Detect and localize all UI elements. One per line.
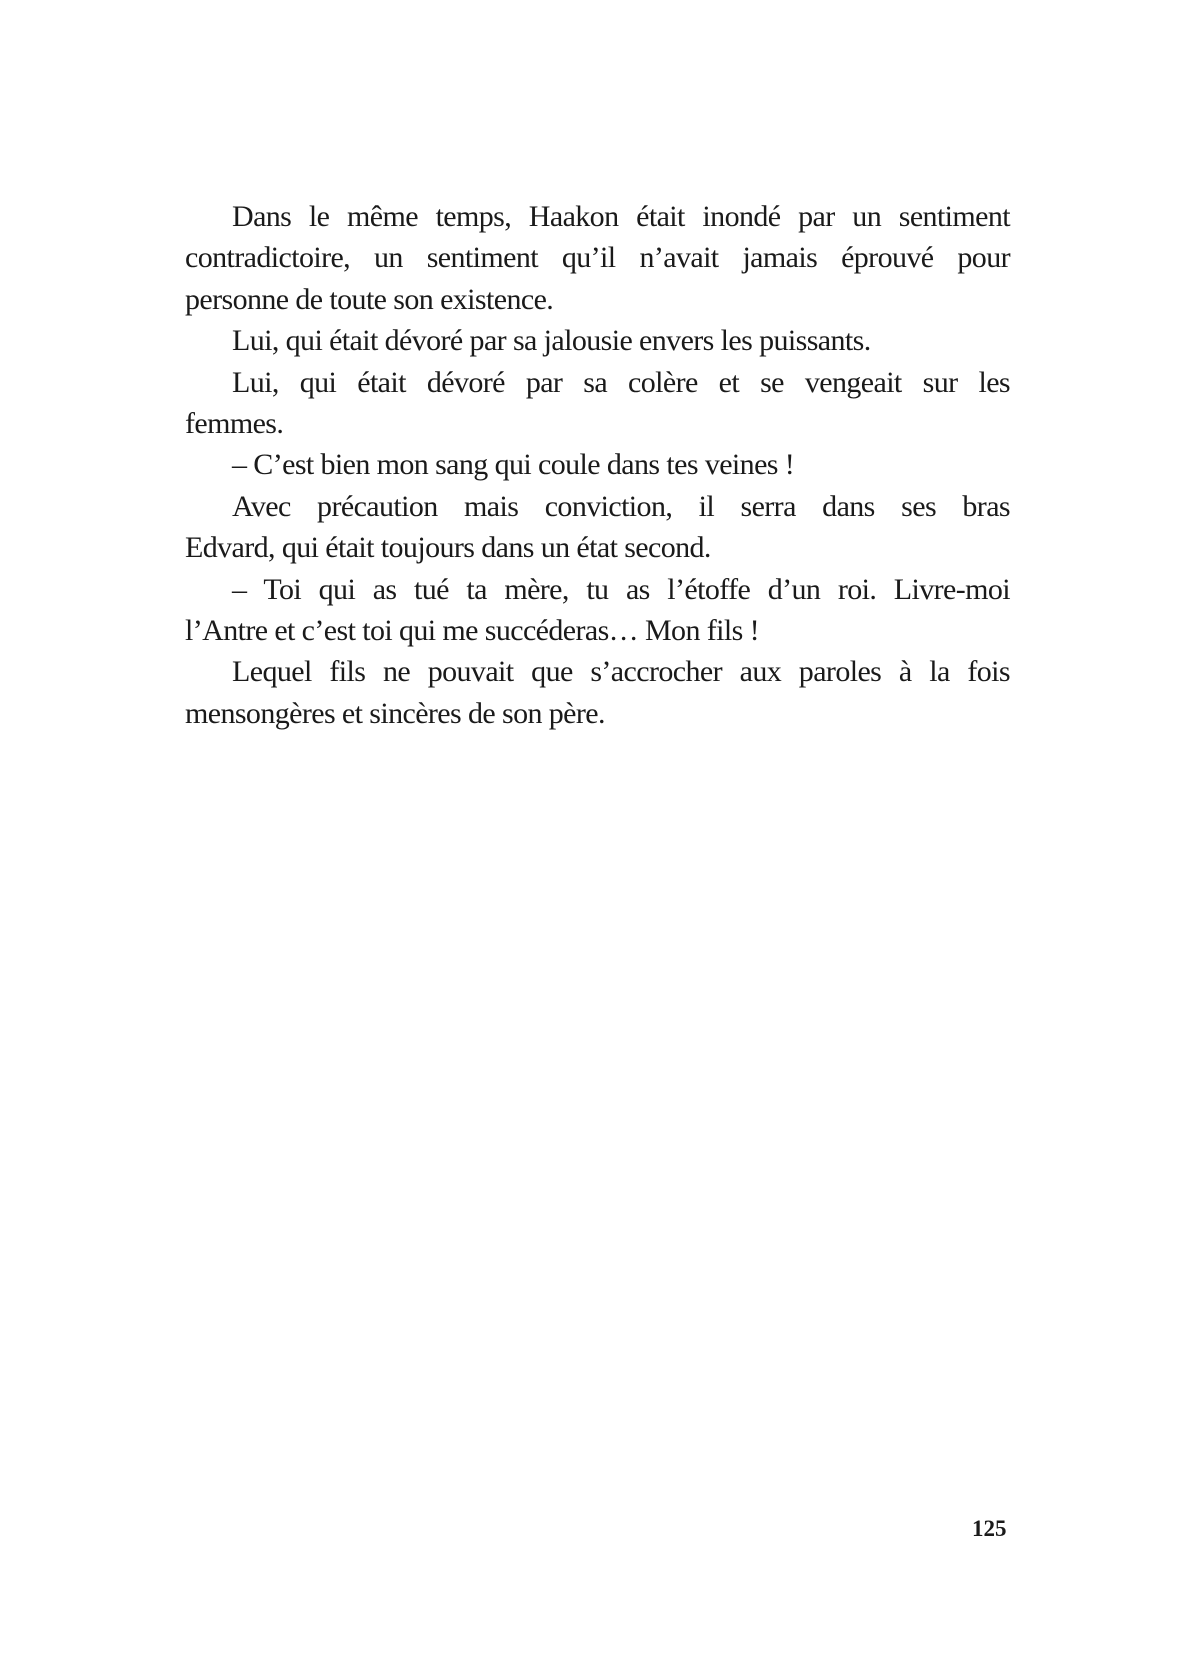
text-line: Lui, qui était dévoré par sa jalousie envers les puissants. xyxy=(232,324,871,358)
text-line: Avec précaution mais conviction, il serra dans ses bras xyxy=(232,489,1010,523)
text-line: contradictoire, un sentiment qu’il n’avait jamais éprouvé pour xyxy=(185,241,1010,275)
paragraph xyxy=(185,196,1010,320)
text-line: Lequel fils ne pouvait que s’accrocher aux paroles à la fois xyxy=(232,655,1010,689)
text-line: femmes. xyxy=(185,407,284,441)
text-line: Edvard, qui était toujours dans un état second. xyxy=(185,531,711,565)
paragraph xyxy=(185,444,1010,485)
text-line: – Toi qui as tué ta mère, tu as l’étoffe d’un roi. Livre-moi xyxy=(232,572,1010,606)
page-number: 125 xyxy=(972,1516,1007,1541)
text-line: mensongères et sincères de son père. xyxy=(185,696,605,730)
text-line: Dans le même temps, Haakon était inondé par un sentiment xyxy=(232,200,1010,233)
paragraph xyxy=(185,486,1010,569)
paragraph xyxy=(185,651,1010,734)
paragraph xyxy=(185,569,1010,652)
text-line: Lui, qui était dévoré par sa colère et se vengeait sur les xyxy=(232,365,1010,399)
text-line: l’Antre et c’est toi qui me succéderas… Mon fils ! xyxy=(185,614,759,648)
text-line: – C’est bien mon sang qui coule dans tes veines ! xyxy=(232,448,795,482)
paragraph xyxy=(185,362,1010,445)
paragraph xyxy=(185,320,1010,361)
body-text xyxy=(185,196,1010,734)
text-line: personne de toute son existence. xyxy=(185,282,554,316)
